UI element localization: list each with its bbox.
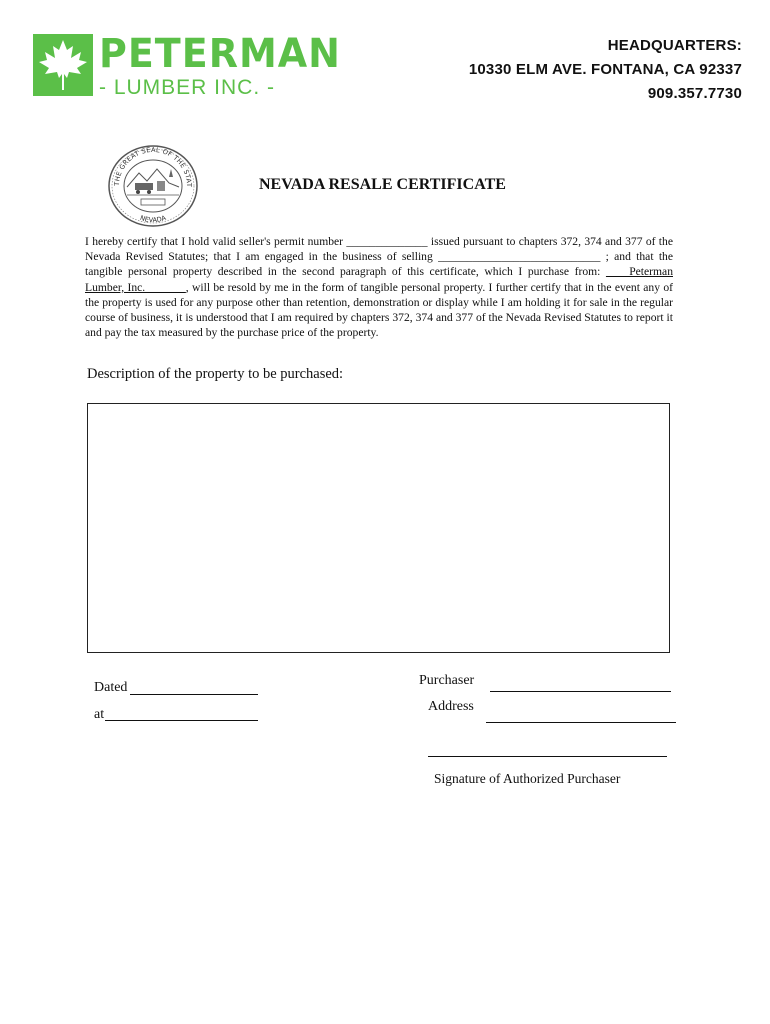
svg-text:THE GREAT SEAL OF THE STATE OF [105,143,193,188]
description-box[interactable] [87,403,670,653]
at-label: at [94,707,105,722]
dated-label: Dated [94,680,128,695]
company-logo [33,30,341,100]
hq-phone: 909.357.7730 [647,85,742,102]
hq-address: 10330 ELM AVE. FONTANA, CA 92337 [468,61,742,78]
headquarters-block [469,34,742,106]
address-line[interactable] [486,722,676,723]
business-blank[interactable]: ____________________________ [438,250,601,264]
hq-label: HEADQUARTERS: [607,37,742,54]
maple-leaf-icon [33,34,93,96]
svg-text:NEVADA [139,214,167,225]
para-text-2: issued pursuant to chapters 372, 374 and 377 of the Nevada Revised Statutes; that I am engaged in the business of selling [85,235,673,264]
seal-top-text: THE GREAT SEAL OF THE STAT [112,145,194,188]
address-label: Address [428,699,474,714]
certification-paragraph [85,234,673,340]
para-text-4: , will be resold by me in the form of tangible personal property. I further certify that in the event any of the property is used for any purpose other than retention, demonstration or display while I am holding it for sale in the regular course of business, it is understood that I am required by chapters 372, 374 and 377 of the Nevada Revised Statutes to report it and pay the tax measured by the purchase price of the property. [85,280,673,340]
vendor-name-fill: ____Peterman Lumber, Inc._______ [85,265,673,294]
nevada-state-seal [105,143,201,229]
para-text-3: ; and that the tangible personal property described in the second paragraph of this certificate, which I purchase from: [85,250,673,279]
logo-subtitle: - LUMBER INC. - [99,76,276,99]
purchaser-label: Purchaser [419,673,475,688]
permit-number-blank[interactable]: ______________ [346,235,428,248]
signature-line[interactable] [428,756,667,757]
purchaser-line[interactable] [490,691,671,692]
dated-line[interactable] [130,694,258,695]
seal-bottom-text: NEVADA [139,213,167,225]
para-text-1: I hereby certify that I hold valid seller's permit number [85,235,344,248]
description-label: Description of the property to be purchased: [87,366,344,382]
logo-name: PETERMAN [99,30,341,77]
signature-label: Signature of Authorized Purchaser [434,771,621,786]
document-title: NEVADA RESALE CERTIFICATE [259,176,506,193]
at-line[interactable] [105,720,258,721]
